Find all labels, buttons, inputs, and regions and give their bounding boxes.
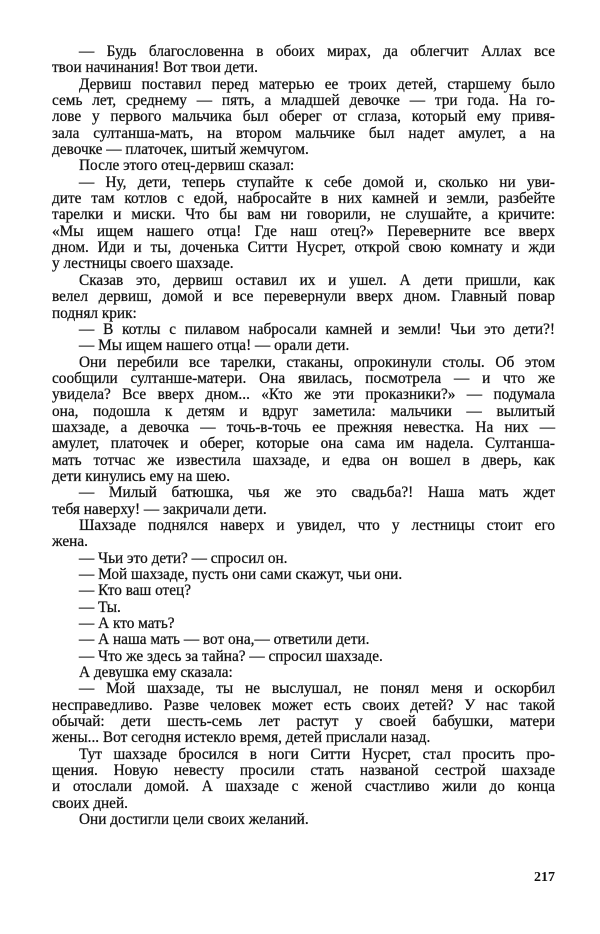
text-line: несправедливо. Разве человек может есть своих детей? У нас такой — [52, 696, 555, 714]
text-line: — Будь благословенна в обоих мирах, да облегчит Аллах все — [79, 43, 555, 60]
text-line: — Мой шахзаде, ты не выслушал, не понял меня и оскорбил — [79, 680, 555, 698]
text-line: Дервиш поставил перед матерью ее троих детей, старшему было — [79, 75, 555, 93]
text-line: «Мы ищем нашего отца! Где наш отец?» Переверните все вверх — [52, 222, 555, 240]
text-line: После этого отец-дервиш сказал: — [79, 157, 295, 175]
text-line: — Что же здесь за тайна? — спросил шахзаде. — [79, 647, 383, 665]
text-line: Они достигли цели своих желаний. — [79, 811, 309, 829]
text-line: увидела? Все вверх дном... «Кто же эти проказники?» — подумала — [52, 386, 555, 404]
text-line: жена. — [52, 533, 88, 551]
text-line: зала султанша-мать, на втором мальчике был надет амулет, а на — [52, 124, 555, 142]
text-line: — Ты. — [79, 598, 121, 616]
text-line: дном. Иди и ты, доченька Ситти Нусрет, открой свою комнату и жди — [52, 239, 555, 257]
page-number: 217 — [534, 870, 555, 885]
text-line: шахзаде, а девочка — точь-в-точь ее прежняя невестка. На них — — [52, 418, 555, 436]
text-line: Сказав это, дервиш оставил их и ушел. А дети пришли, как — [79, 271, 555, 289]
text-line: и отослали домой. А шахзаде с женой счастливо жили до конца — [52, 778, 555, 796]
text-line: поднял крик: — [52, 304, 137, 322]
text-line: семь лет, среднему — пять, а младшей девочке — три года. На го- — [52, 92, 555, 110]
text-line: — Милый батюшка, чья же это свадьба?! Наша мать ждет — [79, 484, 555, 502]
text-line: — Чьи это дети? — спросил он. — [79, 549, 288, 567]
text-line: твои начинания! Вот твои дети. — [52, 59, 258, 77]
text-line: — А кто мать? — [79, 615, 175, 633]
text-line: дети кинулись ему на шею. — [52, 467, 231, 485]
text-line: Шахзаде поднялся наверх и увидел, что у лестницы стоит его — [79, 516, 555, 534]
text-line: — В котлы с пилавом набросали камней и земли! Чьи это дети?! — [79, 320, 555, 338]
text-line: она, подошла к детям и вдруг заметила: мальчики — вылитый — [52, 402, 555, 420]
text-line: щения. Новую невесту просили стать названой сестрой шахзаде — [52, 762, 555, 780]
text-line: — Ну, дети, теперь ступайте к себе домой и, сколько ни уви- — [79, 173, 555, 191]
text-line: девочке — платочек, шитый жемчугом. — [52, 141, 309, 159]
text-line: у лестницы своего шахзаде. — [52, 255, 234, 273]
text-line: лове у первого мальчика был оберег от сглаза, который ему привя- — [52, 108, 555, 126]
book-page-text — [52, 44, 555, 829]
text-line: Они перебили все тарелки, стаканы, опрокинули столы. Об этом — [79, 353, 555, 371]
text-line: — А наша мать — вот она,— ответили дети. — [79, 631, 370, 649]
text-line: своих дней. — [52, 794, 128, 812]
text-line: дите там котлов с едой, набросайте в них камней и земли, разбейте — [52, 190, 555, 208]
text-line: велел дервиш, домой и все перевернули вверх дном. Главный повар — [52, 288, 555, 306]
text-line: — Мы ищем нашего отца! — орали дети. — [79, 337, 350, 355]
text-line: жены... Вот сегодня истекло время, детей прислали назад. — [52, 729, 431, 747]
text-line: обычай: дети шесть-семь лет растут у своей бабушки, матери — [52, 713, 555, 731]
text-line: А девушка ему сказала: — [79, 664, 233, 682]
text-line: Тут шахзаде бросился в ноги Ситти Нусрет, стал просить про- — [79, 745, 555, 763]
text-line: — Кто ваш отец? — [79, 582, 192, 600]
text-line: сообщили султанше-матери. Она явилась, посмотрела — и что же — [52, 369, 555, 387]
text-line: тебя наверху! — закричали дети. — [52, 500, 267, 518]
text-line: мать тотчас же известила шахзаде, и едва он вошел в дверь, как — [52, 451, 555, 469]
text-line: тарелки и миски. Что бы вам ни говорили, не слушайте, а кричите: — [52, 206, 555, 224]
text-line: амулет, платочек и оберег, которые она сама им надела. Султанша- — [52, 435, 555, 453]
text-line: — Мой шахзаде, пусть они сами скажут, чьи они. — [79, 566, 403, 583]
